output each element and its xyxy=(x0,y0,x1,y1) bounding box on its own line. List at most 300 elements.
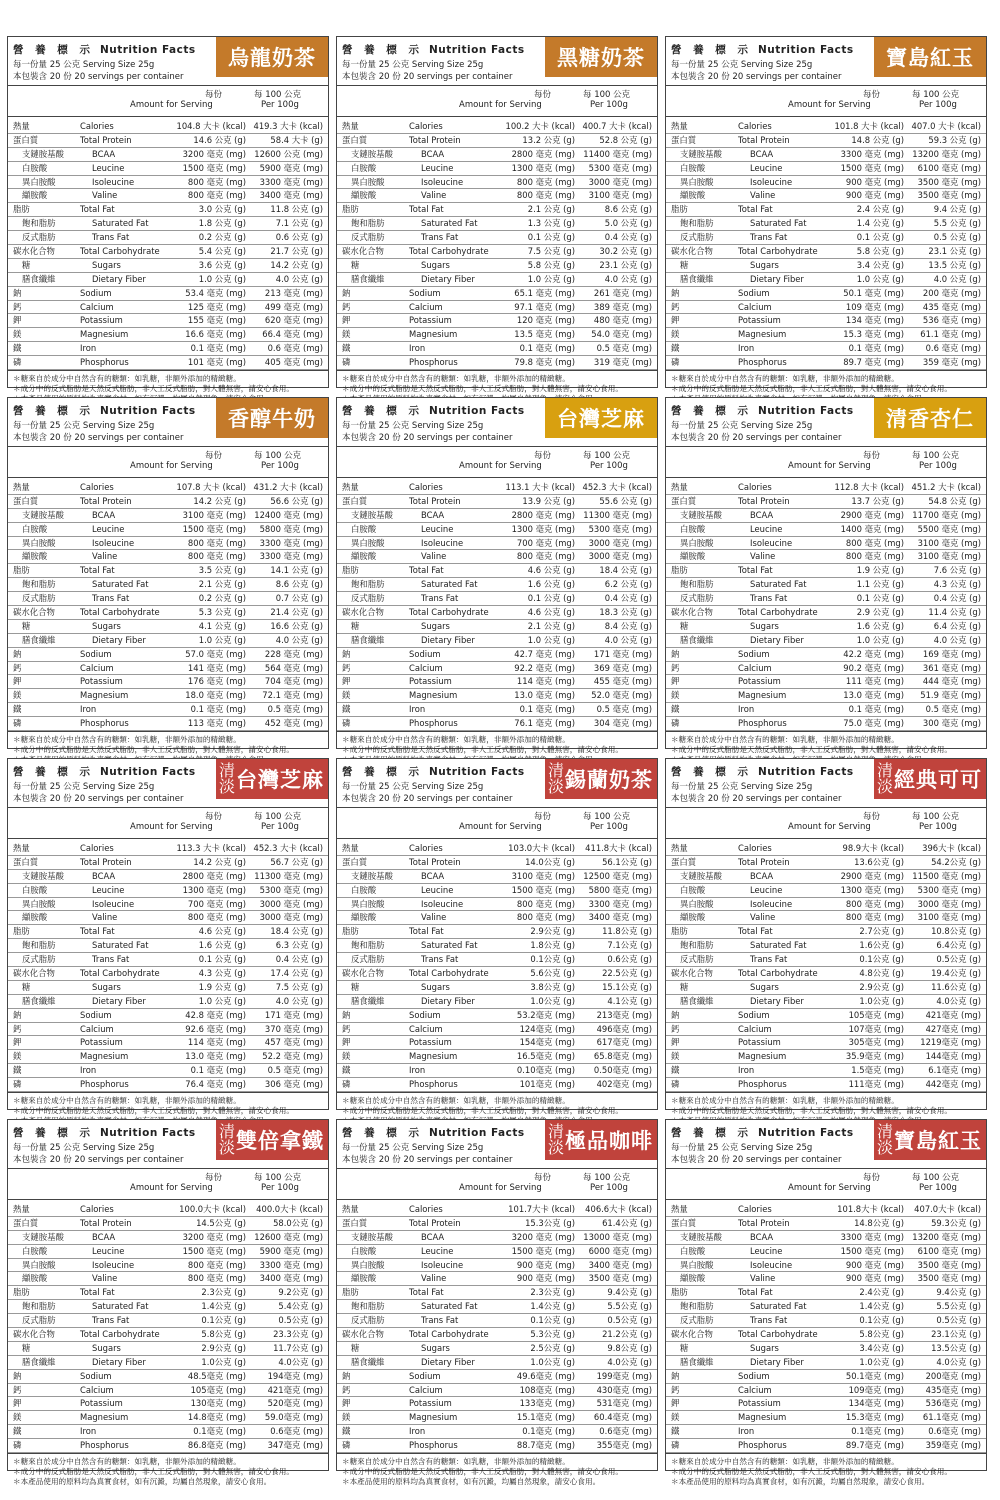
nutrient-name-en: Leucine xyxy=(750,162,783,173)
nutrient-row xyxy=(337,176,657,190)
nutrient-row xyxy=(8,1300,328,1314)
per100-value: 304 毫克 (mg) xyxy=(593,718,652,729)
nutrient-row xyxy=(337,1023,657,1037)
per100-value: 9.4公克 (g) xyxy=(936,1287,981,1298)
per100-value: 21.4 公克 (g) xyxy=(270,607,323,618)
serving-value: 900 毫克 (mg) xyxy=(845,1273,904,1284)
nutrient-name-zh: 異白胺酸 xyxy=(351,898,385,909)
nutrient-name-en: BCAA xyxy=(750,870,774,881)
per100-value: 3500 毫克 (mg) xyxy=(917,1259,981,1270)
serving-value: 112.8 大卡 (kcal) xyxy=(834,482,904,492)
nutrient-row xyxy=(337,189,657,203)
per100-value: 13200 毫克 (mg) xyxy=(912,1231,981,1242)
nutrient-name-en: Calcium xyxy=(80,1384,114,1395)
nutrition-facts-title xyxy=(13,1125,196,1140)
nutrient-name-zh: 鐵 xyxy=(13,343,22,354)
serving-value: 16.5毫克 (mg) xyxy=(516,1051,575,1062)
per100-value: 319 毫克 (mg) xyxy=(593,357,652,368)
nutrient-row xyxy=(8,189,328,203)
per100-value: 6.3 公克 (g) xyxy=(275,940,323,951)
per100-value: 6.1毫克 (mg) xyxy=(928,1065,981,1076)
nutrient-row xyxy=(666,1078,986,1092)
nutrient-row xyxy=(337,1231,657,1245)
nutrient-name-zh: 糖 xyxy=(680,1342,689,1353)
nutrient-name-zh: 鈉 xyxy=(13,287,22,298)
nutrient-row xyxy=(337,1036,657,1050)
per100-value: 3500 毫克 (mg) xyxy=(917,176,981,187)
nutrient-row xyxy=(337,1259,657,1273)
nutrient-row xyxy=(8,328,328,342)
nutrient-row xyxy=(666,675,986,689)
nutrient-name-en: Valine xyxy=(421,190,447,201)
nutrient-name-zh: 支鏈胺基酸 xyxy=(680,148,722,159)
serving-col-en: Amount for Serving xyxy=(788,100,871,110)
nutrient-row xyxy=(8,1370,328,1384)
nutrient-name-zh: 磷 xyxy=(13,718,22,729)
title-en: Nutrition Facts xyxy=(757,1127,854,1139)
nutrient-name-zh: 鐵 xyxy=(671,343,680,354)
nutrient-name-en: BCAA xyxy=(92,509,116,520)
nutrient-row xyxy=(666,523,986,537)
nutrient-row xyxy=(666,148,986,162)
nutrient-row xyxy=(337,953,657,967)
nutrient-name-en: Total Protein xyxy=(80,1217,132,1228)
per100-value: 55.6 公克 (g) xyxy=(599,495,652,506)
nutrient-row xyxy=(666,703,986,717)
nutrient-name-zh: 碳水化合物 xyxy=(13,968,55,979)
servings-per-container: 本包裝含 20 份 20 servings per container xyxy=(342,794,513,804)
per100-col-en: Per 100g xyxy=(261,100,299,110)
nutrient-row xyxy=(337,301,657,315)
nutrient-name-en: Dietary Fiber xyxy=(421,273,475,284)
serving-value: 1.4公克 (g) xyxy=(530,1301,575,1312)
nutrient-name-en: Phosphorus xyxy=(80,718,129,729)
nutrient-name-en: Saturated Fat xyxy=(92,579,149,590)
nutrient-name-zh: 鉀 xyxy=(671,315,680,326)
nutrient-row xyxy=(8,1397,328,1411)
nutrient-name-zh: 脂肪 xyxy=(13,1287,30,1298)
serving-value: 105毫克 (mg) xyxy=(190,1384,246,1395)
nutrient-name-zh: 反式脂肪 xyxy=(680,593,714,604)
nutrient-name-en: Total Protein xyxy=(738,856,790,867)
serving-value: 2900 毫克 (mg) xyxy=(840,509,904,520)
nutrient-name-en: Phosphorus xyxy=(409,1440,458,1451)
serving-value: 113.1 大卡 (kcal) xyxy=(505,482,575,492)
nutrient-name-zh: 熱量 xyxy=(13,1204,30,1214)
nutrient-name-zh: 支鏈胺基酸 xyxy=(351,870,393,881)
per100-value: 355毫克 (mg) xyxy=(596,1440,652,1451)
nutrition-facts-title xyxy=(342,403,525,418)
nutrient-row xyxy=(337,1342,657,1356)
per100-value: 452.3 大卡 (kcal) xyxy=(253,843,323,853)
nutrient-name-en: Leucine xyxy=(92,884,125,895)
nutrient-name-zh: 反式脂肪 xyxy=(680,954,714,965)
nutrient-name-en: Potassium xyxy=(80,1037,123,1048)
nutrient-row xyxy=(8,245,328,259)
nutrient-name-zh: 白胺酸 xyxy=(351,1245,377,1256)
serving-value: 105毫克 (mg) xyxy=(848,1009,904,1020)
serving-value: 800 毫克 (mg) xyxy=(187,551,246,562)
per100-value: 56.7 公克 (g) xyxy=(270,856,323,867)
per100-value: 6100 毫克 (mg) xyxy=(917,162,981,173)
serving-value: 15.3 毫克 (mg) xyxy=(843,329,904,340)
serving-value: 76.4 毫克 (mg) xyxy=(185,1079,246,1090)
serving-value: 700 毫克 (mg) xyxy=(516,537,575,548)
nutrient-name-en: Sodium xyxy=(409,1009,441,1020)
per100-value: 0.4 公克 (g) xyxy=(604,593,652,604)
nutrient-row xyxy=(666,995,986,1009)
per100-col-zh: 每 100 公克 xyxy=(254,812,302,822)
per100-value: 620 毫克 (mg) xyxy=(264,315,323,326)
nutrient-name-en: Total Carbohydrate xyxy=(80,968,160,979)
per100-value: 6.4 公克 (g) xyxy=(933,620,981,631)
nutrient-name-zh: 碳水化合物 xyxy=(342,246,384,257)
per100-value: 396大卡 (kcal) xyxy=(922,843,981,853)
per100-value: 52.8 公克 (g) xyxy=(599,134,652,145)
serving-value: 14.0公克 (g) xyxy=(525,856,575,867)
serving-value: 2.4 公克 (g) xyxy=(856,204,904,215)
nutrient-name-en: Sugars xyxy=(92,981,121,992)
serving-col-zh: 每份 xyxy=(205,812,223,822)
nutrient-name-zh: 鈉 xyxy=(13,1370,22,1381)
per100-value: 23.1公克 (g) xyxy=(931,1329,981,1340)
nutrient-name-zh: 膳食纖維 xyxy=(351,995,385,1006)
nutrient-name-en: Dietary Fiber xyxy=(92,1356,146,1367)
serving-col-zh: 每份 xyxy=(863,1173,881,1183)
serving-col-zh: 每份 xyxy=(534,451,552,461)
nutrient-name-zh: 蛋白質 xyxy=(13,134,39,145)
serving-value: 107毫克 (mg) xyxy=(848,1023,904,1034)
per100-value: 3500 毫克 (mg) xyxy=(917,190,981,201)
nutrient-name-zh: 鈉 xyxy=(671,1009,680,1020)
nutrient-name-zh: 磷 xyxy=(342,718,351,729)
nutrient-row xyxy=(666,356,986,370)
serving-size: 每一份量 25 公克 Serving Size 25g xyxy=(671,782,813,792)
nutrient-name-zh: 飽和脂肪 xyxy=(22,579,56,590)
per100-value: 406.6大卡 (kcal) xyxy=(585,1204,652,1214)
nutrient-name-en: Isoleucine xyxy=(421,1259,464,1270)
serving-value: 57.0 毫克 (mg) xyxy=(185,648,246,659)
nutrient-name-en: Leucine xyxy=(421,884,454,895)
per100-col-zh: 每 100 公克 xyxy=(912,812,960,822)
per100-value: 23.3公克 (g) xyxy=(273,1329,323,1340)
nutrient-name-en: Total Protein xyxy=(738,134,790,145)
nutrient-row xyxy=(8,995,328,1009)
serving-value: 109 毫克 (mg) xyxy=(845,301,904,312)
per100-value: 0.6毫克 (mg) xyxy=(928,1426,981,1437)
per100-value: 0.5 毫克 (mg) xyxy=(596,343,652,354)
serving-value: 2.3公克 (g) xyxy=(201,1287,246,1298)
per100-value: 11.4 公克 (g) xyxy=(928,607,981,618)
per100-col-en: Per 100g xyxy=(590,822,628,832)
per100-value: 22.5公克 (g) xyxy=(602,968,652,979)
nutrient-name-zh: 磷 xyxy=(671,1440,680,1451)
nutrient-name-zh: 白胺酸 xyxy=(680,1245,706,1256)
serving-value: 5.3公克 (g) xyxy=(530,1329,575,1340)
nutrient-row xyxy=(337,328,657,342)
nutrient-row xyxy=(666,1009,986,1023)
per100-value: 480 毫克 (mg) xyxy=(593,315,652,326)
nutrition-facts-title xyxy=(671,1125,854,1140)
serving-value: 1.4公克 (g) xyxy=(859,1301,904,1312)
nutrient-name-zh: 脂肪 xyxy=(671,204,688,215)
nutrient-name-en: Total Protein xyxy=(409,134,461,145)
serving-value: 800 毫克 (mg) xyxy=(187,176,246,187)
serving-value: 3100 毫克 (mg) xyxy=(511,870,575,881)
nutrient-row xyxy=(337,564,657,578)
nutrient-name-en: Leucine xyxy=(421,523,454,534)
nutrient-name-zh: 異白胺酸 xyxy=(351,1259,385,1270)
serving-value: 800 毫克 (mg) xyxy=(516,898,575,909)
nutrient-name-zh: 鐵 xyxy=(671,704,680,715)
per100-value: 23.1 公克 (g) xyxy=(599,259,652,270)
footnote: ＊成分中的反式脂肪是天然反式脂肪，非人工反式脂肪，對人體無害，請安心食用。 xyxy=(13,1106,294,1116)
nutrient-name-en: Iron xyxy=(80,1065,97,1076)
nutrient-row xyxy=(337,1245,657,1259)
title-en: Nutrition Facts xyxy=(99,766,196,778)
nutrient-row xyxy=(666,842,986,856)
serving-value: 0.2 公克 (g) xyxy=(198,232,246,243)
serving-value: 65.1 毫克 (mg) xyxy=(514,287,575,298)
nutrient-name-zh: 糖 xyxy=(680,620,689,631)
nutrient-name-en: Magnesium xyxy=(738,329,787,340)
serving-value: 5.8公克 (g) xyxy=(201,1329,246,1340)
nutrient-name-en: Potassium xyxy=(80,315,123,326)
product-name-box xyxy=(874,37,986,77)
nutrient-name-zh: 鐵 xyxy=(13,1065,22,1076)
nutrient-name-en: Total Protein xyxy=(80,495,132,506)
nutrient-name-zh: 磷 xyxy=(13,1440,22,1451)
per100-value: 9.4 公克 (g) xyxy=(933,204,981,215)
nutrient-name-en: Calcium xyxy=(80,301,114,312)
per100-value: 0.4 公克 (g) xyxy=(604,232,652,243)
serving-value: 0.1 毫克 (mg) xyxy=(190,704,246,715)
nutrient-row xyxy=(337,1217,657,1231)
nutrient-row xyxy=(8,925,328,939)
per100-value: 52.2 毫克 (mg) xyxy=(262,1051,323,1062)
nutrient-name-en: Saturated Fat xyxy=(421,940,478,951)
nutrient-name-zh: 蛋白質 xyxy=(342,1217,368,1228)
nutrient-name-en: Dietary Fiber xyxy=(750,273,804,284)
per100-value: 427毫克 (mg) xyxy=(925,1023,981,1034)
nutrient-name-en: Sugars xyxy=(421,981,450,992)
nutrient-row xyxy=(337,884,657,898)
per100-value: 261 毫克 (mg) xyxy=(593,287,652,298)
serving-value: 1500 毫克 (mg) xyxy=(840,162,904,173)
nutrient-name-en: Sugars xyxy=(750,620,779,631)
per100-value: 0.5公克 (g) xyxy=(278,1315,323,1326)
serving-value: 0.1 毫克 (mg) xyxy=(190,1065,246,1076)
nutrient-row xyxy=(666,1050,986,1064)
nutrient-row xyxy=(337,342,657,356)
nutrient-name-zh: 磷 xyxy=(13,1079,22,1090)
serving-value: 2800 毫克 (mg) xyxy=(511,509,575,520)
title-en: Nutrition Facts xyxy=(428,405,525,417)
per100-value: 407.0 大卡 (kcal) xyxy=(911,121,981,131)
footnote: ＊糖來自於成分中自然含有的糖類：如乳糖，非額外添加的精緻糖。 xyxy=(671,1096,899,1106)
nutrient-name-zh: 白胺酸 xyxy=(22,162,48,173)
light-badge: 清淡 xyxy=(219,1122,236,1157)
title-en: Nutrition Facts xyxy=(757,405,854,417)
nutrient-name-zh: 纈胺酸 xyxy=(680,1273,706,1284)
serving-value: 2.3公克 (g) xyxy=(530,1287,575,1298)
nutrient-name-zh: 鉀 xyxy=(342,676,351,687)
nutrient-name-en: Potassium xyxy=(738,315,781,326)
nutrient-row xyxy=(666,634,986,648)
serving-value: 92.2 毫克 (mg) xyxy=(514,662,575,673)
column-headers xyxy=(8,808,328,839)
nutrient-row xyxy=(8,689,328,703)
nutrient-name-en: Valine xyxy=(92,1273,118,1284)
nutrient-name-en: Total Carbohydrate xyxy=(738,607,818,618)
per100-value: 306 毫克 (mg) xyxy=(264,1079,323,1090)
nutrient-row xyxy=(8,134,328,148)
nutrient-name-en: Valine xyxy=(750,551,776,562)
nutrient-name-zh: 鈉 xyxy=(13,1009,22,1020)
per100-value: 12600 公克 (mg) xyxy=(254,148,323,159)
nutrient-name-en: Valine xyxy=(750,1273,776,1284)
per100-value: 3000 毫克 (mg) xyxy=(917,898,981,909)
serving-value: 113 毫克 (mg) xyxy=(187,718,246,729)
per100-col-en: Per 100g xyxy=(590,100,628,110)
serving-value: 1300 毫克 (mg) xyxy=(840,884,904,895)
nutrient-name-zh: 蛋白質 xyxy=(342,134,368,145)
nutrient-name-zh: 熱量 xyxy=(342,121,359,131)
per100-value: 51.9 毫克 (mg) xyxy=(920,690,981,701)
per100-value: 400.0大卡 (kcal) xyxy=(256,1204,323,1214)
nutrient-name-zh: 糖 xyxy=(22,620,31,631)
nutrient-row xyxy=(337,148,657,162)
nutrient-row xyxy=(337,662,657,676)
light-badge: 清淡 xyxy=(219,761,236,796)
nutrient-name-en: Saturated Fat xyxy=(750,218,807,229)
per100-value: 9.2公克 (g) xyxy=(278,1287,323,1298)
title-zh: 營 養 標 示 xyxy=(13,44,94,56)
nutrient-row xyxy=(666,564,986,578)
nutrient-name-en: Total Protein xyxy=(80,134,132,145)
per100-col-zh: 每 100 公克 xyxy=(583,1173,631,1183)
per100-value: 0.5公克 (g) xyxy=(607,1315,652,1326)
per100-value: 8.6 公克 (g) xyxy=(604,204,652,215)
nutrient-name-zh: 飽和脂肪 xyxy=(680,940,714,951)
nutrient-row xyxy=(8,564,328,578)
per100-value: 59.0毫克 (mg) xyxy=(264,1412,323,1423)
product-name: 台灣芝麻 xyxy=(557,407,645,431)
serving-value: 900 毫克 (mg) xyxy=(845,190,904,201)
column-headers xyxy=(337,447,657,478)
serving-value: 900 毫克 (mg) xyxy=(516,1259,575,1270)
nutrient-row xyxy=(337,578,657,592)
serving-value: 0.1 毫克 (mg) xyxy=(519,704,575,715)
nutrient-name-en: Trans Fat xyxy=(421,232,459,243)
per100-value: 171 毫克 (mg) xyxy=(264,1009,323,1020)
nutrient-row xyxy=(666,1314,986,1328)
nutrient-row xyxy=(337,134,657,148)
nutrient-row xyxy=(666,1036,986,1050)
nutrient-row xyxy=(666,689,986,703)
nutrient-name-en: Total Fat xyxy=(409,926,444,937)
serving-size: 每一份量 25 公克 Serving Size 25g xyxy=(342,782,484,792)
per100-value: 11300 毫克 (mg) xyxy=(583,509,652,520)
per100-value: 361 毫克 (mg) xyxy=(922,662,981,673)
nutrient-name-zh: 脂肪 xyxy=(342,926,359,937)
nutrition-facts-title xyxy=(671,42,854,57)
per100-value: 4.0公克 (g) xyxy=(936,1356,981,1367)
product-name-box xyxy=(216,37,328,77)
nutrient-row xyxy=(666,217,986,231)
nutrient-row xyxy=(666,537,986,551)
serving-value: 113.3 大卡 (kcal) xyxy=(176,843,246,853)
nutrient-name-zh: 飽和脂肪 xyxy=(351,579,385,590)
servings-per-container: 本包裝含 20 份 20 servings per container xyxy=(342,1155,513,1165)
serving-value: 1.0公克 (g) xyxy=(859,1356,904,1367)
nutrient-name-zh: 磷 xyxy=(342,1440,351,1451)
nutrient-name-en: Leucine xyxy=(92,1245,125,1256)
serving-value: 1.4 公克 (g) xyxy=(856,218,904,229)
nutrient-name-zh: 支鏈胺基酸 xyxy=(22,148,64,159)
title-en: Nutrition Facts xyxy=(428,1127,525,1139)
serving-value: 3.0 公克 (g) xyxy=(198,204,246,215)
title-zh: 營 養 標 示 xyxy=(671,405,752,417)
nutrition-panel xyxy=(336,397,658,755)
per100-col-en: Per 100g xyxy=(919,1183,957,1193)
nutrient-name-en: Calories xyxy=(409,843,443,853)
per100-value: 7.6 公克 (g) xyxy=(933,565,981,576)
per100-value: 213毫克 (mg) xyxy=(596,1009,652,1020)
nutrient-row xyxy=(666,606,986,620)
serving-value: 14.6 公克 (g) xyxy=(193,134,246,145)
per100-value: 194毫克 (mg) xyxy=(267,1370,323,1381)
per100-value: 0.6毫克 (mg) xyxy=(270,1426,323,1437)
per100-value: 6.4公克 (g) xyxy=(936,940,981,951)
per100-value: 14.2 公克 (g) xyxy=(270,259,323,270)
per100-value: 3400 毫克 (mg) xyxy=(588,912,652,923)
nutrient-name-zh: 磷 xyxy=(342,1079,351,1090)
nutrient-row xyxy=(337,981,657,995)
nutrient-name-zh: 飽和脂肪 xyxy=(22,1301,56,1312)
nutrient-table xyxy=(8,117,328,370)
nutrient-name-en: Iron xyxy=(409,704,426,715)
nutrition-facts-title xyxy=(13,764,196,779)
nutrient-name-zh: 脂肪 xyxy=(671,1287,688,1298)
nutrient-row xyxy=(666,870,986,884)
nutrient-name-zh: 白胺酸 xyxy=(351,523,377,534)
column-headers xyxy=(8,86,328,117)
per100-value: 0.50毫克 (mg) xyxy=(593,1065,652,1076)
nutrient-name-en: Isoleucine xyxy=(421,537,464,548)
nutrient-row xyxy=(8,606,328,620)
nutrient-row xyxy=(337,967,657,981)
nutrient-row xyxy=(8,967,328,981)
serving-value: 114 毫克 (mg) xyxy=(516,676,575,687)
nutrient-name-zh: 白胺酸 xyxy=(22,523,48,534)
per100-value: 6100 毫克 (mg) xyxy=(917,1245,981,1256)
serving-value: 15.3毫克 (mg) xyxy=(845,1412,904,1423)
nutrient-table xyxy=(337,839,657,1092)
nutrition-facts-title xyxy=(342,764,525,779)
title-en: Nutrition Facts xyxy=(428,766,525,778)
nutrient-name-zh: 鉀 xyxy=(671,676,680,687)
nutrient-name-en: Phosphorus xyxy=(409,357,458,368)
serving-value: 14.8 公克 (g) xyxy=(851,134,904,145)
nutrient-name-zh: 支鏈胺基酸 xyxy=(680,1231,722,1242)
nutrient-name-zh: 鈉 xyxy=(13,648,22,659)
nutrient-name-zh: 鎂 xyxy=(342,329,351,340)
nutrient-row xyxy=(337,550,657,564)
per100-value: 411.8大卡 (kcal) xyxy=(585,843,652,853)
nutrient-name-en: BCAA xyxy=(750,148,774,159)
light-badge: 清淡 xyxy=(548,1122,565,1157)
